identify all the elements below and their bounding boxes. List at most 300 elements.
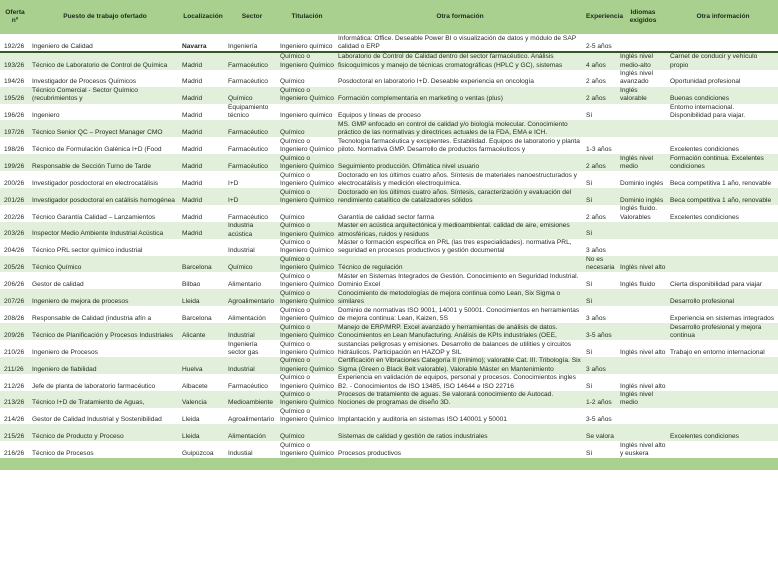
location: Madrid [182, 146, 203, 154]
other-training-cell [336, 171, 584, 188]
sector: Farmacéutico [228, 213, 268, 221]
location-cell [180, 87, 226, 104]
location-cell [180, 340, 226, 357]
offer-number: 199/26 [4, 162, 25, 170]
degree: Químico o Ingeniero Químico [280, 53, 334, 69]
offer-number-cell [0, 323, 30, 340]
location-cell [180, 306, 226, 323]
languages-cell [618, 289, 668, 306]
other-training-cell [336, 374, 584, 391]
experience-cell [584, 408, 618, 425]
job-title-cell [30, 424, 180, 441]
other-training-cell [336, 289, 584, 306]
experience: 3 años [586, 314, 606, 322]
other-info-cell [668, 104, 778, 121]
job-title: Investigador de Procesos Químicos [32, 78, 137, 86]
job-title: Técnico Senior QC – Proyect Manager CMO [32, 129, 163, 137]
sector: I+D [228, 179, 239, 187]
location: Madrid [182, 196, 203, 204]
offer-number: 194/26 [4, 78, 25, 86]
other-training-cell [336, 154, 584, 171]
job-title-cell [30, 52, 180, 70]
other-training-cell [336, 306, 584, 323]
job-title-cell [30, 205, 180, 222]
offer-number-cell [0, 424, 30, 441]
location-cell [180, 154, 226, 171]
table-row [0, 424, 778, 441]
offer-number-cell [0, 171, 30, 188]
sector-cell [226, 87, 278, 104]
languages: Inglés nivel avanzado [620, 70, 653, 86]
location-cell [180, 137, 226, 154]
other-training: Técnico de regulación [338, 264, 403, 272]
other-info-cell [668, 87, 778, 104]
other-training: Laboratorio de Control de Calidad dentro del sector farmacéutico. Análisis fisicoquímicos y manejo de técnicas cromatográficas (HPLC y GC), sistemas [338, 53, 563, 69]
other-training-cell [336, 340, 584, 357]
offer-number: 207/26 [4, 298, 25, 306]
experience-cell [584, 104, 618, 121]
other-training: Manejo de ERP/MRP. Excel avanzado y herramientas de análisis de datos. Conocimientos en Lean Manufacturing. Análisis de KPIs industriales (OEE, [338, 323, 558, 339]
job-title: Técnico I+D de Tratamiento de Aguas, [32, 399, 145, 407]
other-info-cell [668, 205, 778, 222]
job-title-cell [30, 374, 180, 391]
experience: Sí [586, 230, 593, 238]
other-info: Oportunidad profesional [670, 78, 741, 86]
sector-cell [226, 154, 278, 171]
sector-cell [226, 52, 278, 70]
experience: No es necesaria [586, 256, 615, 272]
sector: Industial [228, 450, 253, 458]
sector-cell [226, 222, 278, 239]
location: Lleida [182, 416, 200, 424]
sector: Farmacéutico [228, 129, 268, 137]
offer-number: 215/26 [4, 433, 25, 441]
sector-cell [226, 357, 278, 374]
experience: Se valora [586, 433, 614, 441]
other-info: Beca competitiva 1 año, renovable [670, 179, 772, 187]
other-training: Garantía de calidad sector farma [338, 213, 435, 221]
experience: 1-2 años [586, 399, 612, 407]
languages-cell [618, 222, 668, 239]
job-title-cell [30, 104, 180, 121]
job-title-cell [30, 171, 180, 188]
experience-cell [584, 374, 618, 391]
job-title: Técnico de Laboratorio de Control de Química [32, 61, 168, 69]
languages: Inglés nivel alto [620, 348, 666, 356]
other-info-cell [668, 256, 778, 273]
languages: Inglés nivel alto [620, 382, 666, 390]
offer-number: 202/26 [4, 213, 25, 221]
header-titulacion: Titulación [291, 12, 323, 20]
languages-cell [618, 340, 668, 357]
other-training-cell [336, 357, 584, 374]
other-info: Buenas condiciones [670, 95, 730, 103]
job-title: Ingeniero de Procesos [32, 348, 98, 356]
degree-cell [278, 87, 336, 104]
other-info: Desarrollo profesional [670, 298, 735, 306]
other-info: Excelentes condiciones [670, 146, 739, 154]
other-info: Entorno internacional. Disponibilidad para viajar. [670, 104, 746, 120]
languages: Dominio inglés [620, 179, 664, 187]
footer-band [0, 458, 778, 470]
other-info: Experiencia en sistemas integrados [670, 314, 775, 322]
degree-cell [278, 154, 336, 171]
location: Barcelona [182, 314, 212, 322]
sector: Agroalimentario [228, 298, 275, 306]
sector-cell [226, 272, 278, 289]
job-title: Técnico de Procesos [32, 450, 94, 458]
experience: Sí [586, 281, 593, 289]
sector-cell [226, 391, 278, 408]
offer-number-cell [0, 137, 30, 154]
job-title-cell [30, 120, 180, 137]
sector: Agroalimentario [228, 416, 275, 424]
other-training: Tecnología farmacéutica y excipientes. Estabilidad. Equipos de laboratorio y planta piloto. Normativa GMP. Desarrollo de productos farmacéuticos y [338, 137, 580, 154]
table-row [0, 205, 778, 222]
degree-cell [278, 391, 336, 408]
location: Madrid [182, 61, 203, 69]
job-title-cell [30, 222, 180, 239]
offer-number-cell [0, 120, 30, 137]
other-training: Seguimiento producción. Ofimática nivel usuario [338, 162, 480, 170]
location: Madrid [182, 78, 203, 86]
sector-cell [226, 104, 278, 121]
job-title: Técnico PRL sector químico industrial [32, 247, 143, 255]
offer-number: 211/26 [4, 365, 24, 373]
offer-number-cell [0, 391, 30, 408]
sector-cell [226, 340, 278, 357]
job-title-cell [30, 188, 180, 205]
other-info-cell [668, 52, 778, 70]
languages: Dominio inglés [620, 196, 664, 204]
job-title: Investigador posdoctoral en electrocatálisis [32, 179, 159, 187]
job-title: Técnico Garantía Calidad – Lanzamientos [32, 213, 156, 221]
other-training-cell [336, 222, 584, 239]
location: Madrid [182, 95, 203, 103]
other-info-cell [668, 188, 778, 205]
offer-number: 209/26 [4, 331, 25, 339]
degree: Químico o Ingeniero Químico [280, 256, 334, 272]
sector: I+D [228, 196, 239, 204]
other-info: Cierta disponibilidad para viajar [670, 281, 762, 289]
job-title-cell [30, 70, 180, 87]
other-training: Certificación en Vibraciones Categoría II (mínimo); valorable Cat. III. Tribología. Six Sigma (Green o Black Belt valorable). Valorable Máster en Mantenimiento [338, 357, 581, 373]
table-row [0, 52, 778, 70]
experience-cell [584, 357, 618, 374]
other-training: Doctorado en los últimos cuatro años. Síntesis, caracterización y evaluación del rendimiento catalítico de catalizadores sólidos [338, 188, 572, 204]
sector: Farmacéutico [228, 162, 268, 170]
table-row [0, 70, 778, 87]
other-training: Informática: Office. Deseable Power BI o visualización de datos y módulo de SAP calidad o ERP [338, 34, 576, 50]
table-row [0, 239, 778, 256]
experience: Sí [586, 298, 593, 306]
degree-cell [278, 104, 336, 121]
location-cell [180, 408, 226, 425]
offer-number: 198/26 [4, 146, 25, 154]
location: Madrid [182, 112, 203, 120]
job-title-cell [30, 137, 180, 154]
offer-number-cell [0, 239, 30, 256]
other-training-cell [336, 87, 584, 104]
header-puesto: Puesto de trabajo ofertado [63, 12, 147, 20]
degree-cell [278, 120, 336, 137]
job-title: Responsable de Sección Turno de Tarde [32, 162, 152, 170]
offer-number: 206/26 [4, 281, 25, 289]
other-info-cell [668, 239, 778, 256]
offer-number-cell [0, 374, 30, 391]
sector: Alimentación [228, 314, 266, 322]
table-row [0, 357, 778, 374]
offer-number: 197/26 [4, 129, 25, 137]
job-title: Técnico Comercial - Sector Químico (recubrimientos y [32, 87, 138, 103]
other-training-cell [336, 205, 584, 222]
languages-cell [618, 374, 668, 391]
sector-cell [226, 441, 278, 458]
other-info-cell [668, 323, 778, 340]
degree-cell [278, 306, 336, 323]
location: Albacete [182, 382, 208, 390]
languages-cell [618, 256, 668, 273]
experience-cell [584, 188, 618, 205]
offer-number-cell [0, 357, 30, 374]
sector: Farmacéutico [228, 146, 268, 154]
location-cell [180, 188, 226, 205]
offer-number: 212/26 [4, 382, 25, 390]
experience-cell [584, 424, 618, 441]
other-training: Doctorado en los últimos cuatro años. Síntesis de materiales nanoestructurados y electrocatálisis y medición electroquímica. [338, 171, 577, 187]
location-cell [180, 256, 226, 273]
offer-number-cell [0, 289, 30, 306]
job-title: Responsable de Calidad (industria afín a [32, 314, 152, 322]
table-row [0, 272, 778, 289]
other-info-cell [668, 120, 778, 137]
location-cell [180, 171, 226, 188]
offer-number-cell [0, 340, 30, 357]
degree-cell [278, 441, 336, 458]
other-info-cell [668, 441, 778, 458]
other-info: Trabajo en entorno internacional [670, 348, 765, 356]
sector: Farmacéutico [228, 78, 268, 86]
degree-cell [278, 374, 336, 391]
degree-cell [278, 256, 336, 273]
other-training: sustancias peligrosas y emisiones. Desarrollo de balances de utilities y circuitos hidráulicos. Participación en HAZOP y SIL [338, 340, 572, 356]
offer-number: 200/26 [4, 179, 25, 187]
offer-number: 201/26 [4, 196, 25, 204]
other-info: Excelentes condiciones [670, 433, 739, 441]
offer-number: 216/26 [4, 450, 25, 458]
experience: Sí [586, 196, 593, 204]
experience-cell [584, 171, 618, 188]
degree: Químico [280, 433, 305, 441]
header-localizacion: Localización [183, 12, 223, 20]
languages: Inglés fluido [620, 281, 656, 289]
other-info-cell [668, 222, 778, 239]
sector-cell [226, 374, 278, 391]
other-info-cell [668, 374, 778, 391]
other-training-cell [336, 52, 584, 70]
other-training-cell [336, 408, 584, 425]
degree: Químico o Ingeniero Químico [280, 391, 334, 407]
languages: Inglés fluido. Valorables [620, 205, 658, 221]
table-row [0, 120, 778, 137]
job-title-cell [30, 256, 180, 273]
sector-cell [226, 171, 278, 188]
sector: Químico [228, 264, 253, 272]
other-training-cell [336, 137, 584, 154]
other-info-cell [668, 137, 778, 154]
offer-number: 196/26 [4, 112, 25, 120]
other-info-cell [668, 289, 778, 306]
experience: Sí [586, 382, 593, 390]
location-cell [180, 70, 226, 87]
offer-number-cell [0, 441, 30, 458]
offer-number: 203/26 [4, 230, 25, 238]
location: Barcelona [182, 264, 212, 272]
other-info-cell [668, 408, 778, 425]
offer-number: 210/26 [4, 348, 25, 356]
other-training-cell [336, 272, 584, 289]
sector: Equipamiento técnico [228, 104, 269, 120]
job-title-cell [30, 441, 180, 458]
other-info: Beca competitiva 1 año, renovable [670, 196, 772, 204]
experience-cell [584, 441, 618, 458]
degree-cell [278, 137, 336, 154]
languages-cell [618, 154, 668, 171]
location-cell [180, 120, 226, 137]
sector: Medioambiente [228, 399, 274, 407]
header-otra-formacion: Otra formación [436, 12, 484, 20]
offer-number-cell [0, 222, 30, 239]
offer-number-cell [0, 256, 30, 273]
experience-cell [584, 52, 618, 70]
experience: 3 años [586, 247, 606, 255]
languages: Inglés nivel alto [620, 264, 666, 272]
table-row [0, 408, 778, 425]
sector-cell [226, 137, 278, 154]
sector-cell [226, 120, 278, 137]
degree: Ingeniero químico [280, 112, 333, 120]
degree: Químico o Ingeniero Químico [280, 154, 334, 170]
other-info-cell [668, 70, 778, 87]
table-row [0, 256, 778, 273]
location: Madrid [182, 162, 203, 170]
experience-cell [584, 87, 618, 104]
other-training: Procesos productivos [338, 450, 402, 458]
sector: Industrial [228, 365, 255, 373]
location-cell [180, 441, 226, 458]
sector: Industrial [228, 331, 255, 339]
location: Bilbao [182, 281, 201, 289]
sector-cell [226, 239, 278, 256]
degree: Químico o Ingeniero Químico [280, 441, 334, 458]
languages-cell [618, 188, 668, 205]
job-title-cell [30, 239, 180, 256]
degree: Químico [280, 213, 305, 221]
other-training: Experiencia en validación de equipos, personal y procesos. Conocimientos ingles B2. - Conocimientos de ISO 13485, ISO 14644 e ISO 22716 [338, 374, 576, 390]
other-training-cell [336, 188, 584, 205]
job-title-cell [30, 272, 180, 289]
job-title: Técnico de Planificación y Procesos Industriales [32, 331, 174, 339]
sector-cell [226, 188, 278, 205]
experience-cell [584, 272, 618, 289]
location-cell [180, 374, 226, 391]
job-title: Técnico de Producto y Proceso [32, 433, 124, 441]
degree-cell [278, 205, 336, 222]
degree-cell [278, 272, 336, 289]
location-cell [180, 272, 226, 289]
languages: Inglés nivel medio [620, 391, 653, 407]
degree-cell [278, 239, 336, 256]
sector-cell [226, 256, 278, 273]
degree: Químico o Ingeniero Químico [280, 408, 334, 424]
other-training-cell [336, 70, 584, 87]
location-cell [180, 52, 226, 70]
experience-cell [584, 154, 618, 171]
degree: Químico o Ingeniero Químico [280, 188, 334, 204]
header-otra-informacion: Otra información [696, 12, 750, 20]
experience-cell [584, 306, 618, 323]
languages: Inglés nivel medio [620, 154, 653, 170]
location: Lleida [182, 298, 200, 306]
experience-cell [584, 239, 618, 256]
other-info: Formación continua. Excelentes condiciones [670, 154, 764, 170]
job-title-cell [30, 87, 180, 104]
job-title: Técnico de Formulación Galénica I+D (Food [32, 146, 162, 154]
table-row [0, 374, 778, 391]
offer-number-cell [0, 154, 30, 171]
degree: Químico o Ingeniero Químico [280, 222, 334, 238]
degree: Químico [280, 129, 305, 137]
offer-number-cell [0, 205, 30, 222]
location-cell [180, 239, 226, 256]
other-training: Posdoctoral en laboratorio I+D. Deseable experiencia en oncología [338, 78, 534, 86]
languages-cell [618, 391, 668, 408]
job-title-cell [30, 340, 180, 357]
offer-number-cell [0, 272, 30, 289]
offer-number: 193/26 [4, 61, 25, 69]
other-info-cell [668, 340, 778, 357]
sector-cell [226, 323, 278, 340]
experience-cell [584, 289, 618, 306]
degree: Químico o Ingeniero Químico [280, 323, 334, 339]
languages-cell [618, 239, 668, 256]
other-training: Máster o formación específica en PRL (las tres especialidades). normativa PRL, seguridad en procesos productivos y gestión documental [338, 239, 572, 255]
experience-cell [584, 222, 618, 239]
table-row [0, 171, 778, 188]
other-training-cell [336, 323, 584, 340]
languages-cell [618, 137, 668, 154]
experience: Sí [586, 179, 593, 187]
job-title: Gestor de calidad [32, 281, 84, 289]
offer-number-cell [0, 52, 30, 70]
experience-cell [584, 120, 618, 137]
offer-number: 192/26 [4, 42, 25, 50]
other-training: Equipos y líneas de proceso [338, 112, 421, 120]
languages-cell [618, 272, 668, 289]
languages-cell [618, 441, 668, 458]
offer-number-cell [0, 87, 30, 104]
other-info-cell [668, 272, 778, 289]
other-info: Excelentes condiciones [670, 213, 739, 221]
job-title: Técnico Químico [32, 264, 82, 272]
sector: Ingeniería sector gas [228, 340, 259, 356]
languages-cell [618, 34, 668, 52]
languages-cell [618, 120, 668, 137]
table-row [0, 222, 778, 239]
other-info-cell [668, 154, 778, 171]
other-training: Dominio de normativas ISO 9001, 14001 y 50001. Conocimientos en herramientas de mejora continua: Lean, Kaizen, 5S [338, 306, 580, 322]
job-title: Ingeniero de mejora de procesos [32, 298, 129, 306]
